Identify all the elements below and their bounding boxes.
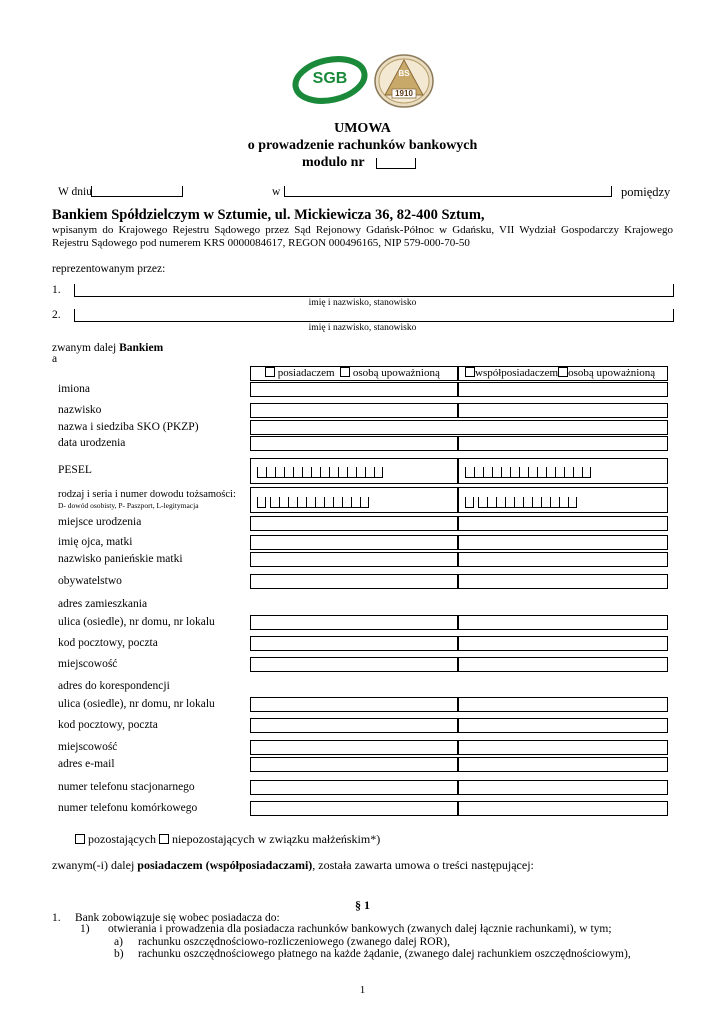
data-urodzenia-field-2[interactable] — [458, 436, 668, 451]
point-b-letter: b) — [114, 948, 124, 960]
document-subtitle: o prowadzenie rachunków bankowych — [247, 138, 478, 153]
place-field[interactable] — [284, 186, 612, 197]
wspolposiadaczem-checkbox[interactable] — [465, 367, 475, 377]
pesel-box-1 — [250, 458, 458, 484]
nazwisko-field-1[interactable] — [250, 403, 458, 418]
osoba-upowazniona-1-label: osobą upoważnioną — [352, 367, 440, 379]
dowod-type-1[interactable] — [257, 497, 266, 508]
marital-status — [75, 832, 380, 847]
closing-prefix: zwanym(-i) dalej — [52, 858, 138, 872]
kod-pocztowy-2-field-2[interactable] — [458, 718, 668, 733]
bank-registry-line-1: wpisanym do Krajowego Rejestru Sądowego przez Sąd Rejonowy Gdańsk-Północ w Gdańsku, VII Wydział Gospodarczy Krajowego — [52, 224, 673, 236]
pesel-box-2 — [458, 458, 668, 484]
section-1-title: § 1 — [355, 898, 370, 912]
point-1-1-number: 1) — [80, 923, 90, 935]
nazwisko-label: nazwisko — [58, 404, 102, 416]
modulo-label: modulo nr — [302, 155, 365, 170]
ulica-1-label: ulica (osiedle), nr domu, nr lokalu — [58, 616, 215, 628]
pomiedzy-label: pomiędzy — [621, 185, 671, 199]
obywatelstwo-label: obywatelstwo — [58, 575, 122, 587]
dowod-box-1 — [250, 487, 458, 513]
miejscowosc-2-label: miejscowość — [58, 741, 118, 753]
ulica-2-field-2[interactable] — [458, 697, 668, 712]
tel-stacjonarny-field-1[interactable] — [250, 780, 458, 795]
osoba-upowazniona-1-checkbox[interactable] — [340, 367, 350, 377]
tel-komorkowy-field-2[interactable] — [458, 801, 668, 816]
tel-stacjonarny-field-2[interactable] — [458, 780, 668, 795]
kod-pocztowy-1-field-1[interactable] — [250, 636, 458, 651]
imiona-field-1[interactable] — [250, 382, 458, 397]
tel-komorkowy-label: numer telefonu komórkowego — [58, 802, 198, 814]
point-1-1-text: otwierania i prowadzenia dla posiadacza rachunków bankowych (zwanych dalej łącznie rachunkami), w tym; — [108, 923, 612, 935]
pozostajacych-checkbox[interactable] — [75, 834, 85, 844]
kod-pocztowy-2-field-1[interactable] — [250, 718, 458, 733]
sko-label: nazwa i siedziba SKO (PKZP) — [58, 421, 199, 433]
dowod-number-1[interactable] — [270, 497, 369, 508]
posiadaczem-label: posiadaczem — [277, 367, 335, 379]
osoba-upowazniona-2-checkbox[interactable] — [558, 367, 568, 377]
niepozostajacych-label: niepozostających w związku małżeńskim*) — [171, 832, 381, 846]
pesel-digits-2[interactable] — [465, 467, 591, 478]
miejscowosc-1-label: miejscowość — [58, 658, 118, 670]
represented-by-label: reprezentowanym przez: — [52, 263, 166, 275]
bs-text: BS — [398, 69, 410, 78]
miejsce-urodzenia-field-1[interactable] — [250, 516, 458, 531]
posiadaczem-checkbox[interactable] — [265, 367, 275, 377]
point-1-number: 1. — [52, 912, 61, 924]
tel-stacjonarny-label: numer telefonu stacjonarnego — [58, 781, 195, 793]
point-1-text: Bank zobowiązuje się wobec posiadacza do: — [75, 912, 280, 924]
dowod-number-2[interactable] — [478, 497, 577, 508]
nazwisko-panienskie-field-2[interactable] — [458, 552, 668, 567]
ulica-2-field-1[interactable] — [250, 697, 458, 712]
imie-ojca-field-2[interactable] — [458, 535, 668, 550]
closing-bold: posiadaczem (współposiadaczami) — [137, 858, 313, 872]
representative-2-caption: imię i nazwisko, stanowisko — [308, 323, 417, 333]
miejscowosc-1-field-2[interactable] — [458, 657, 668, 672]
representative-1-caption: imię i nazwisko, stanowisko — [308, 298, 417, 308]
email-field-2[interactable] — [458, 757, 668, 772]
sgb-logo — [292, 55, 368, 105]
ulica-2-label: ulica (osiedle), nr domu, nr lokalu — [58, 698, 215, 710]
representative-1-number: 1. — [52, 284, 61, 296]
nazwisko-panienskie-field-1[interactable] — [250, 552, 458, 567]
adres-zamieszkania-label: adres zamieszkania — [58, 598, 148, 610]
data-urodzenia-field-1[interactable] — [250, 436, 458, 451]
miejscowosc-2-field-2[interactable] — [458, 740, 668, 755]
page-number: 1 — [359, 984, 366, 996]
w-dniu-label: W dniu — [58, 186, 92, 198]
email-label: adres e-mail — [58, 758, 115, 770]
and-label: a — [52, 353, 58, 365]
miejscowosc-1-field-1[interactable] — [250, 657, 458, 672]
kod-pocztowy-2-label: kod pocztowy, poczta — [58, 719, 158, 731]
miejsce-urodzenia-field-2[interactable] — [458, 516, 668, 531]
dowod-hint: D- dowód osobisty, P- Paszport, L-legitymacja — [58, 501, 199, 510]
data-urodzenia-label: data urodzenia — [58, 437, 126, 449]
table-header-left — [250, 366, 458, 381]
representative-1-field[interactable] — [74, 284, 674, 297]
point-b-text: rachunku oszczędnościowego płatnego na każde żądanie, (zwanego dalej rachunkiem oszczędnościowym), — [138, 948, 631, 960]
closing-sentence — [52, 858, 534, 873]
point-a-letter: a) — [114, 936, 123, 948]
sko-field[interactable] — [250, 420, 668, 435]
sgb-logo-text: SGB — [312, 70, 348, 87]
pozostajacych-label: pozostających — [88, 832, 156, 846]
pesel-digits-1[interactable] — [257, 467, 383, 478]
table-header-right — [458, 366, 668, 381]
imiona-field-2[interactable] — [458, 382, 668, 397]
miejsce-urodzenia-label: miejsce urodzenia — [58, 516, 142, 528]
adres-korespondencji-label: adres do korespondencji — [58, 680, 170, 692]
niepozostajacych-checkbox[interactable] — [159, 834, 169, 844]
imie-ojca-label: imię ojca, matki — [58, 536, 133, 548]
wspolposiadaczem-label: współposiadaczem — [475, 367, 559, 379]
miejscowosc-2-field-1[interactable] — [250, 740, 458, 755]
ulica-1-field-1[interactable] — [250, 615, 458, 630]
obywatelstwo-field-2[interactable] — [458, 574, 668, 589]
tel-komorkowy-field-1[interactable] — [250, 801, 458, 816]
seal-year: 1910 — [395, 89, 413, 98]
kod-pocztowy-1-field-2[interactable] — [458, 636, 668, 651]
called-prefix: zwanym dalej — [52, 342, 120, 354]
imie-ojca-field-1[interactable] — [250, 535, 458, 550]
representative-2-field[interactable] — [74, 309, 674, 322]
called-bank-bold: Bankiem — [119, 342, 164, 354]
osoba-upowazniona-2-label: osobą upoważnioną — [568, 367, 656, 379]
date-field[interactable] — [91, 186, 183, 197]
kod-pocztowy-1-label: kod pocztowy, poczta — [58, 637, 158, 649]
w-label: w — [272, 186, 281, 198]
obywatelstwo-field-1[interactable] — [250, 574, 458, 589]
imiona-label: imiona — [58, 383, 90, 395]
nazwisko-panienskie-label: nazwisko panieńskie matki — [58, 553, 183, 565]
bank-registry-line-2: Rejestru Sądowego pod numerem KRS 0000084617, REGON 000496165, NIP 579-000-70-50 — [52, 237, 470, 249]
dowod-label: rodzaj i seria i numer dowodu tożsamości: — [58, 489, 236, 500]
modulo-number-field[interactable] — [376, 158, 416, 169]
representative-2-number: 2. — [52, 309, 61, 321]
dowod-type-2[interactable] — [465, 497, 474, 508]
called-bank-label — [52, 342, 163, 354]
dowod-box-2 — [458, 487, 668, 513]
closing-suffix: , została zawarta umowa o treści następującej: — [312, 858, 534, 872]
bs-1910-seal — [373, 53, 435, 109]
ulica-1-field-2[interactable] — [458, 615, 668, 630]
point-a-text: rachunku oszczędnościowo-rozliczeniowego (zwanego dalej ROR), — [138, 936, 450, 948]
email-field-1[interactable] — [250, 757, 458, 772]
bank-name: Bankiem Spółdzielczym w Sztumie, ul. Mickiewicza 36, 82-400 Sztum, — [52, 207, 485, 223]
document-title: UMOWA — [334, 121, 391, 136]
pesel-label: PESEL — [58, 464, 92, 476]
nazwisko-field-2[interactable] — [458, 403, 668, 418]
